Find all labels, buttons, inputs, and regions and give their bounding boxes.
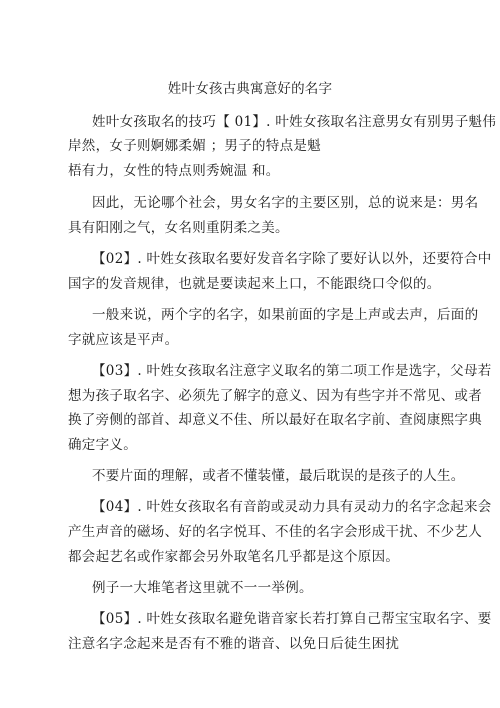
paragraph-line: 梧有力，女性的特点则秀婉温 和。: [68, 163, 280, 179]
paragraph-line: 不要片面的理解，或者不懂装懂，最后耽误的是孩子的人生。: [92, 468, 465, 484]
paragraph-line: 注意名字念起来是否有不雅的谐音、以免日后徒生困扰: [68, 636, 400, 652]
paragraph-line: 【04】. 叶姓女孩取名有音韵或灵动力具有灵动力的名字念起来会: [92, 499, 492, 515]
paragraph-line: 确定字义。: [68, 437, 137, 453]
paragraph-line: 【03】. 叶姓女孩取名注意字义取名的第二项工作是选字，父母若: [92, 363, 492, 379]
paragraph-line: 国字的发音规律，也就是要读起来上口，不能跟绕口令似的。: [68, 276, 441, 292]
paragraph-line: 【02】. 叶姓女孩取名要好发音名字除了要好认以外，还要符合中: [92, 251, 492, 267]
paragraph-line: 想为孩子取名字、必须先了解字的意义、因为有些字并不常见、或者: [68, 388, 482, 404]
paragraph-line: 姓叶女孩取名的技巧【 01】. 叶姓女孩取名注意男女有别男子魁伟: [92, 114, 497, 130]
paragraph-line: 具有阳刚之气，女名则重阴柔之美。: [68, 220, 289, 236]
paragraph-line: 字就应该是平声。: [68, 332, 179, 348]
paragraph-line: 一般来说，两个字的名字，如果前面的字是上声或去声，后面的: [92, 307, 479, 323]
paragraph-line: 都会起艺名或作家都会另外取笔名几乎都是这个原因。: [68, 549, 400, 565]
paragraph-line: 产生声音的磁场、好的名字悦耳、不佳的名字会形成干扰、不少艺人: [68, 524, 482, 540]
paragraph-line: 例子一大堆笔者这里就不一一举例。: [92, 580, 313, 596]
paragraph-line: 【05】. 叶姓女孩取名避免谐音家长若打算自己帮宝宝取名字、要: [92, 611, 492, 627]
paragraph-line: 岸然，女子则婀娜柔媚 ；男子的特点是魁: [68, 138, 321, 154]
paragraph-line: 因此，无论哪个社会，男女名字的主要区别，总的说来是：男名: [92, 195, 479, 211]
paragraph-line: 换了旁侧的部首、却意义不佳、所以最好在取名字前、查阅康熙字典: [68, 412, 482, 428]
document-title: 姓叶女孩古典寓意好的名字: [167, 81, 333, 97]
